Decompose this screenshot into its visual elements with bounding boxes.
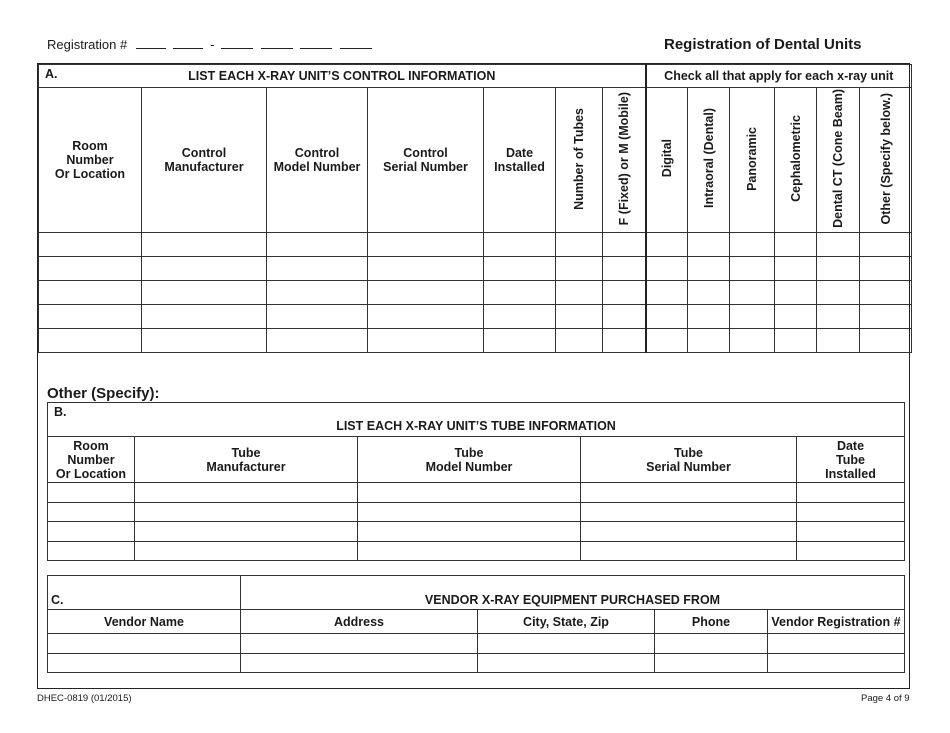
form-id: DHEC-0819 (01/2015)	[37, 693, 132, 704]
table-row	[39, 329, 912, 353]
page-title: Registration of Dental Units	[664, 36, 862, 53]
entry-cell[interactable]	[655, 634, 768, 654]
entry-cell[interactable]	[581, 483, 797, 503]
check-cell[interactable]	[775, 329, 817, 353]
entry-cell[interactable]	[39, 329, 142, 353]
entry-cell[interactable]	[48, 634, 241, 654]
registration-blank-4[interactable]	[261, 38, 293, 49]
table-row	[39, 281, 912, 305]
entry-cell[interactable]	[358, 483, 581, 503]
table-row	[48, 502, 905, 522]
entry-cell[interactable]	[48, 541, 135, 561]
check-cell[interactable]	[817, 257, 860, 281]
registration-blank-2[interactable]	[173, 38, 203, 49]
section-b-letter: B.	[54, 405, 67, 419]
entry-cell[interactable]	[603, 257, 646, 281]
check-cell[interactable]	[646, 329, 688, 353]
entry-cell[interactable]	[797, 483, 905, 503]
entry-cell[interactable]	[267, 329, 368, 353]
table-row	[48, 653, 905, 673]
table-row	[39, 233, 912, 257]
entry-cell[interactable]	[39, 305, 142, 329]
check-cell[interactable]	[860, 257, 912, 281]
entry-cell[interactable]	[241, 634, 478, 654]
entry-cell[interactable]	[478, 634, 655, 654]
section-c-letter: C.	[48, 576, 241, 610]
section-a-title-cell	[39, 65, 646, 88]
col-vendor-registration-header: Vendor Registration #	[768, 610, 905, 634]
entry-cell[interactable]	[142, 281, 267, 305]
col-intraoral-header: Intraoral (Dental)	[688, 88, 730, 233]
col-number-of-tubes-header: Number of Tubes	[556, 88, 603, 233]
entry-cell[interactable]	[556, 281, 603, 305]
check-cell[interactable]	[730, 281, 775, 305]
table-row	[48, 541, 905, 561]
table-row	[48, 522, 905, 542]
entry-cell[interactable]	[39, 281, 142, 305]
check-cell[interactable]	[688, 329, 730, 353]
check-cell[interactable]	[817, 329, 860, 353]
entry-cell[interactable]	[603, 305, 646, 329]
entry-cell[interactable]	[241, 653, 478, 673]
entry-cell[interactable]	[603, 329, 646, 353]
col-cephalometric-header: Cephalometric	[775, 88, 817, 233]
check-cell[interactable]	[775, 233, 817, 257]
check-cell[interactable]	[775, 305, 817, 329]
col-other-header: Other (Specify below.)	[860, 88, 912, 233]
table-row	[48, 483, 905, 503]
entry-cell[interactable]	[797, 522, 905, 542]
entry-cell[interactable]	[135, 483, 358, 503]
table-row	[39, 257, 912, 281]
entry-cell[interactable]	[556, 329, 603, 353]
entry-cell[interactable]	[556, 233, 603, 257]
tube-info-table	[47, 402, 905, 561]
registration-number-line	[47, 37, 372, 52]
section-a-title: LIST EACH X-RAY UNIT’S CONTROL INFORMATION	[188, 69, 496, 83]
entry-cell[interactable]	[581, 502, 797, 522]
entry-cell[interactable]	[797, 541, 905, 561]
entry-cell[interactable]	[484, 329, 556, 353]
entry-cell[interactable]	[768, 634, 905, 654]
check-cell[interactable]	[730, 257, 775, 281]
control-info-table	[38, 64, 912, 353]
entry-cell[interactable]	[267, 281, 368, 305]
entry-cell[interactable]	[142, 305, 267, 329]
entry-cell[interactable]	[484, 233, 556, 257]
section-c-title: VENDOR X-RAY EQUIPMENT PURCHASED FROM	[241, 576, 905, 610]
registration-dash: -	[210, 37, 215, 52]
entry-cell[interactable]	[478, 653, 655, 673]
entry-cell[interactable]	[39, 233, 142, 257]
col-panoramic-header: Panoramic	[730, 88, 775, 233]
entry-cell[interactable]	[267, 305, 368, 329]
entry-cell[interactable]	[358, 541, 581, 561]
check-cell[interactable]	[817, 305, 860, 329]
entry-cell[interactable]	[135, 502, 358, 522]
check-cell[interactable]	[775, 281, 817, 305]
entry-cell[interactable]	[368, 281, 484, 305]
col-tube-serial-header: Tube Serial Number	[581, 437, 797, 483]
entry-cell[interactable]	[768, 653, 905, 673]
check-all-title: Check all that apply for each x-ray unit	[646, 65, 912, 88]
entry-cell[interactable]	[797, 502, 905, 522]
section-b-title: LIST EACH X-RAY UNIT’S TUBE INFORMATION	[336, 419, 616, 433]
entry-cell[interactable]	[142, 257, 267, 281]
entry-cell[interactable]	[368, 233, 484, 257]
check-cell[interactable]	[860, 281, 912, 305]
registration-blank-1[interactable]	[136, 38, 166, 49]
col-address-header: Address	[241, 610, 478, 634]
section-b-title-cell	[48, 403, 905, 437]
check-cell[interactable]	[817, 281, 860, 305]
col-phone-header: Phone	[655, 610, 768, 634]
registration-blank-5[interactable]	[300, 38, 332, 49]
check-cell[interactable]	[730, 305, 775, 329]
col-fixed-mobile-header: F (Fixed) or M (Mobile)	[603, 88, 646, 233]
col-tube-model-header: Tube Model Number	[358, 437, 581, 483]
entry-cell[interactable]	[48, 502, 135, 522]
check-cell[interactable]	[860, 233, 912, 257]
page-number: Page 4 of 9	[861, 693, 910, 704]
entry-cell[interactable]	[48, 522, 135, 542]
entry-cell[interactable]	[484, 305, 556, 329]
col-city-state-zip-header: City, State, Zip	[478, 610, 655, 634]
section-a-letter: A.	[45, 67, 58, 81]
registration-label: Registration #	[47, 37, 128, 52]
table-row	[48, 634, 905, 654]
entry-cell[interactable]	[556, 305, 603, 329]
check-cell[interactable]	[730, 233, 775, 257]
entry-cell[interactable]	[39, 257, 142, 281]
table-row	[39, 305, 912, 329]
col-date-tube-installed-header: Date Tube Installed	[797, 437, 905, 483]
registration-blank-3[interactable]	[221, 38, 253, 49]
col-control-serial-header: Control Serial Number	[368, 88, 484, 233]
col-room-header: Room Number Or Location	[48, 437, 135, 483]
entry-cell[interactable]	[48, 653, 241, 673]
col-digital-header: Digital	[646, 88, 688, 233]
entry-cell[interactable]	[368, 305, 484, 329]
entry-cell[interactable]	[581, 522, 797, 542]
check-cell[interactable]	[817, 233, 860, 257]
entry-cell[interactable]	[142, 329, 267, 353]
other-specify-label: Other (Specify):	[47, 385, 160, 402]
check-cell[interactable]	[860, 305, 912, 329]
entry-cell[interactable]	[368, 257, 484, 281]
entry-cell[interactable]	[581, 541, 797, 561]
entry-cell[interactable]	[358, 502, 581, 522]
check-cell[interactable]	[646, 281, 688, 305]
col-room-header: Room Number Or Location	[39, 88, 142, 233]
check-cell[interactable]	[688, 281, 730, 305]
entry-cell[interactable]	[135, 541, 358, 561]
form-frame	[37, 63, 910, 689]
entry-cell[interactable]	[142, 233, 267, 257]
check-cell[interactable]	[646, 305, 688, 329]
check-cell[interactable]	[860, 329, 912, 353]
entry-cell[interactable]	[48, 483, 135, 503]
col-dental-ct-header: Dental CT (Cone Beam)	[817, 88, 860, 233]
entry-cell[interactable]	[655, 653, 768, 673]
check-cell[interactable]	[646, 233, 688, 257]
entry-cell[interactable]	[556, 257, 603, 281]
col-vendor-name-header: Vendor Name	[48, 610, 241, 634]
entry-cell[interactable]	[484, 281, 556, 305]
check-cell[interactable]	[688, 305, 730, 329]
check-cell[interactable]	[688, 257, 730, 281]
vendor-table	[47, 575, 905, 673]
col-tube-manufacturer-header: Tube Manufacturer	[135, 437, 358, 483]
entry-cell[interactable]	[368, 329, 484, 353]
entry-cell[interactable]	[603, 233, 646, 257]
entry-cell[interactable]	[267, 233, 368, 257]
entry-cell[interactable]	[603, 281, 646, 305]
check-cell[interactable]	[688, 233, 730, 257]
col-control-manufacturer-header: Control Manufacturer	[142, 88, 267, 233]
check-cell[interactable]	[646, 257, 688, 281]
entry-cell[interactable]	[358, 522, 581, 542]
registration-blank-6[interactable]	[340, 38, 372, 49]
col-date-installed-header: Date Installed	[484, 88, 556, 233]
col-control-model-header: Control Model Number	[267, 88, 368, 233]
check-cell[interactable]	[775, 257, 817, 281]
check-cell[interactable]	[730, 329, 775, 353]
entry-cell[interactable]	[484, 257, 556, 281]
entry-cell[interactable]	[135, 522, 358, 542]
entry-cell[interactable]	[267, 257, 368, 281]
